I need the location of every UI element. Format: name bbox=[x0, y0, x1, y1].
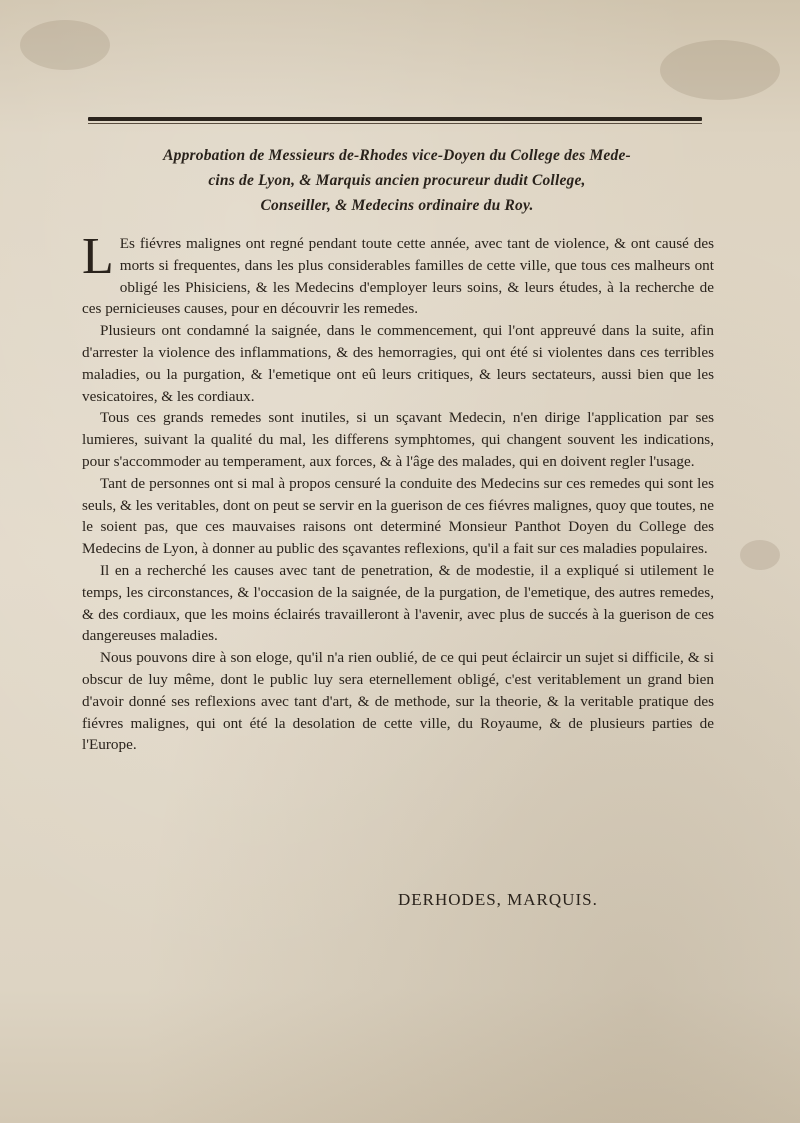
signature: DERHODES, MARQUIS. bbox=[398, 890, 598, 909]
header-rule bbox=[88, 117, 702, 121]
paragraph: Nous pouvons dire à son eloge, qu'il n'a rien oublié, de ce qui peut éclaircir un sujet si difficile, & si obscur de luy même, dont le public luy sera eternellement obligé, c'est veritablement un grand bien d'avoir donné ses reflexions avec tant d'art, & de methode, sur la theorie, & la veritable pratique des fiévres malignes, qui ont été la desolation de cette ville, du Royaume, & de plusieurs parties de l'Europe. bbox=[82, 649, 714, 754]
approbation-heading bbox=[82, 143, 712, 218]
approbation-line: Conseiller, & Medecins ordinaire du Roy. bbox=[260, 197, 534, 214]
header-rule-thin bbox=[88, 123, 702, 124]
paper-stain bbox=[20, 20, 110, 70]
drop-cap: L bbox=[82, 228, 114, 285]
paragraph: Tous ces grands remedes sont inutiles, si un sçavant Medecin, n'en dirige l'application par ses lumieres, suivant la qualité du mal, les differens symphtomes, qui changent souvent les indications, pour s'accommoder au temperament, aux forces, & à l'âge des malades, qui en doivent regler l'usage. bbox=[82, 409, 714, 470]
paragraph: Tant de personnes ont si mal à propos censuré la conduite des Medecins sur ces remedes qui sont les seuls, & les veritables, dont on peut se servir en la guerison de ces fiévres malignes, quoy que toutes, ne le soient pas, que ces mauvaises raisons ont determiné Monsieur Panthot Doyen du College des Medecins de Lyon, à donner au public des sçavantes reflexions, qu'il a fait sur ces maladies populaires. bbox=[82, 474, 714, 558]
paragraph-text: Es fiévres malignes ont regné pendant toute cette année, avec tant de violence, & ont causé des morts si frequentes, dans les plus considerables familles de cette ville, que tous ces malheurs ont obligé les Phisiciens, & les Medecins d'employer leurs soins, & leurs études, à la recherche de ces pernicieuses causes, pour en découvrir les remedes. bbox=[82, 235, 714, 318]
paper-stain bbox=[660, 40, 780, 100]
body-text bbox=[82, 228, 714, 756]
approbation-line: Approbation de Messieurs de-Rhodes vice-Doyen du College des Mede- bbox=[163, 147, 631, 164]
paragraph: Plusieurs ont condamné la saignée, dans le commencement, qui l'ont appreuvé dans la suite, afin d'arrester la violence des inflammations, & des hemorragies, qui ont été si violentes dans ces terribles maladies, ou la purgation, & l'emetique ont eû leurs critiques, & leurs sectateurs, aussi bien que les vesicatoires, & les cordiaux. bbox=[82, 322, 714, 405]
paragraph bbox=[82, 228, 714, 320]
paragraph: Il en a recherché les causes avec tant de penetration, & de modestie, il a expliqué si utilement le temps, les circonstances, & l'occasion de la saignée, de la purgation, de l'emetique, des autres remedes, & des cordiaux, que les moins éclairés travailleront à l'avenir, avec plus de succés à la guerison de ces dangereuses maladies. bbox=[82, 561, 714, 645]
paper-stain bbox=[740, 540, 780, 570]
approbation-line: cins de Lyon, & Marquis ancien procureur dudit College, bbox=[208, 172, 586, 189]
